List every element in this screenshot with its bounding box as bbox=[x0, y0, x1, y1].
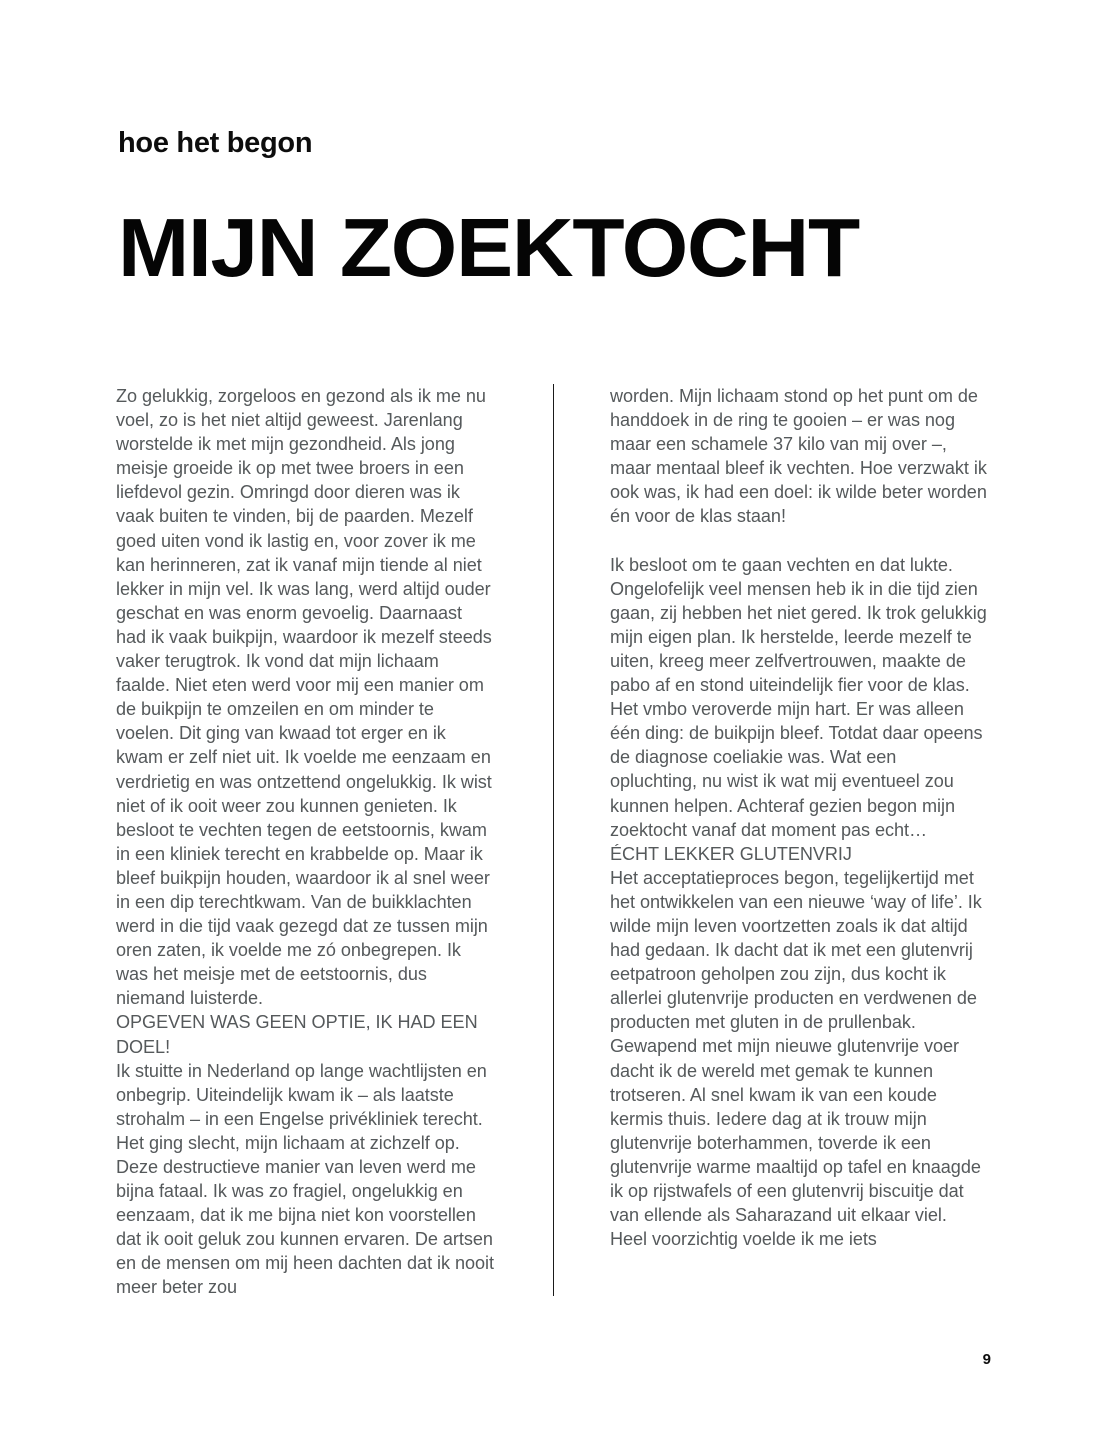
body-columns bbox=[116, 384, 991, 1304]
paragraph: Ik stuitte in Nederland op lange wachtlijsten en onbegrip. Uiteindelijk kwam ik – als laatste strohalm – in een Engelse privékliniek terecht. Het ging slecht, mijn lichaam at zichzelf op. Deze destructieve manier van leven werd me bijna fataal. Ik was zo fragiel, ongelukkig en eenzaam, dat ik me bijna niet kon voorstellen dat ik ooit geluk zou kunnen ervaren. De artsen en de mensen om mij heen dachten dat ik nooit meer beter zou bbox=[116, 1060, 494, 1298]
page-title: MIJN ZOEKTOCHT bbox=[118, 200, 860, 294]
column-left bbox=[116, 384, 494, 1300]
section-subheading: OPGEVEN WAS GEEN OPTIE, IK HAD EEN DOEL! bbox=[116, 1012, 478, 1057]
page-number: 9 bbox=[982, 1351, 991, 1368]
column-right bbox=[610, 384, 988, 1251]
masthead bbox=[118, 127, 978, 294]
section-subheading: ÉCHT LEKKER GLUTENVRIJ bbox=[610, 843, 852, 864]
paragraph: Het acceptatieproces begon, tegelijkertijd met het ontwikkelen van een nieuwe ‘way of life’. Ik wilde mijn leven voortzetten zoals ik dat altijd had gedaan. Ik dacht dat ik met een glutenvrij eetpatroon geholpen zou zijn, dus kocht ik allerlei glutenvrije producten en verdwenen de producten met gluten in de prullenbak. Gewapend met mijn nieuwe glutenvrije voer dacht ik de wereld met gemak te kunnen trotseren. Al snel kwam ik van een koude kermis thuis. Iedere dag at ik trouw mijn glutenvrije boterhammen, toverde ik een glutenvrije warme maaltijd op tafel en knaagde ik op rijstwafels of een glutenvrij biscuitje dat van ellende als Saharazand uit elkaar viel. Heel voorzichtig voelde ik me iets bbox=[610, 867, 982, 1250]
paragraph: Ik besloot om te gaan vechten en dat lukte. Ongelofelijk veel mensen heb ik in die tijd zien gaan, zij hebben het niet gered. Ik trok gelukkig mijn eigen plan. Ik herstelde, leerde mezelf te uiten, kreeg meer zelfvertrouwen, maakte de pabo af en stond uiteindelijk fier voor de klas. Het vmbo veroverde mijn hart. Er was alleen één ding: de buikpijn bleef. Totdat daar opeens de diagnose coeliakie was. Wat een opluchting, nu wist ik wat mij eventueel zou kunnen helpen. Achteraf gezien begon mijn zoektocht vanaf dat moment pas echt… bbox=[610, 554, 987, 840]
paragraph: Zo gelukkig, zorgeloos en gezond als ik me nu voel, zo is het niet altijd geweest. Jarenlang worstelde ik met mijn gezondheid. Als jong meisje groeide ik op met twee broers in een liefdevol gezin. Omringd door dieren was ik vaak buiten te vinden, bij de paarden. Mezelf goed uiten vond ik lastig en, voor zover ik me kan herinneren, zat ik vanaf mijn tiende al niet lekker in mijn vel. Ik was lang, werd altijd ouder geschat en was enorm gevoelig. Daarnaast had ik vaak buikpijn, waardoor ik mezelf steeds vaker terugtrok. Ik vond dat mijn lichaam faalde. Niet eten werd voor mij een manier om de buikpijn te omzeilen en om minder te voelen. Dit ging van kwaad tot erger en ik kwam er zelf niet uit. Ik voelde me eenzaam en verdrietig en was ontzettend ongelukkig. Ik wist niet of ik ooit weer zou kunnen genieten. Ik besloot te vechten tegen de eetstoornis, kwam in een kliniek terecht en krabbelde op. Maar ik bleef buikpijn houden, waardoor ik al snel weer in een dip terechtkwam. Van de buikklachten werd in die tijd vaak gezegd dat ze tussen mijn oren zaten, ik voelde me zó onbegrepen. Ik was het meisje met de eetstoornis, dus niemand luisterde. bbox=[116, 386, 492, 1009]
kicker-label: hoe het begon bbox=[118, 127, 313, 159]
paragraph: worden. Mijn lichaam stond op het punt om de handdoek in de ring te gooien – er was nog maar een schamele 37 kilo van mij over –, maar mentaal bleef ik vechten. Hoe verzwakt ik ook was, ik had een doel: ik wilde beter worden én voor de klas staan! bbox=[610, 386, 987, 527]
